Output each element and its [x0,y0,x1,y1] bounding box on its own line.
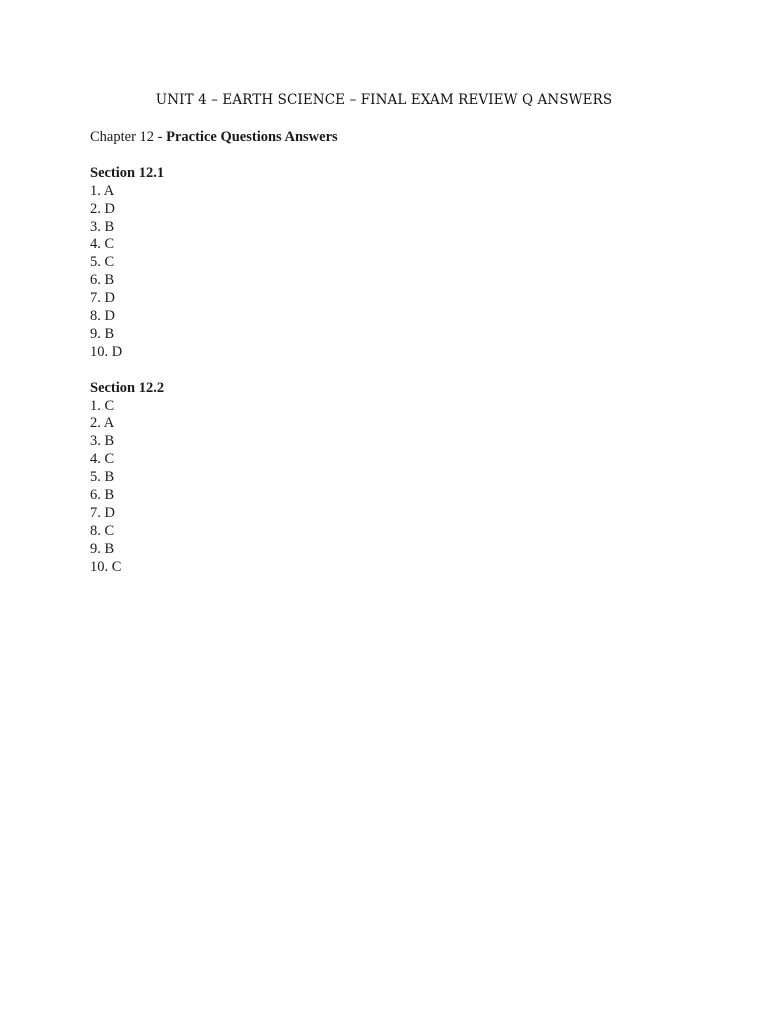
section-12-2 [90,380,338,577]
answer-item: 9. B [90,540,115,557]
answer-list [90,183,338,362]
answer-item: 4. C [90,236,115,253]
answer-item: 6. B [90,487,115,504]
section-12-1 [90,165,338,362]
answer-item: 1. C [90,397,115,414]
answer-item: 8. D [90,308,115,325]
answer-item: 10. D [90,343,123,360]
answer-item: 4. C [90,451,115,468]
page-title: UNIT 4 – EARTH SCIENCE – FINAL EXAM REVIEW Q ANSWERS [155,92,613,108]
answer-item: 7. D [90,290,115,307]
answer-item: 7. D [90,505,115,521]
answer-item: 5. B [90,469,115,486]
section-heading: Section 12.2 [90,379,165,396]
answer-item: 3. B [90,218,115,235]
answer-item: 3. B [90,433,115,450]
chapter-heading [90,129,338,147]
answer-item: 9. B [90,325,115,342]
section-heading: Section 12.1 [90,164,165,181]
answer-item: 2. D [90,200,115,217]
answer-item: 10. C [90,558,122,575]
chapter-label: Chapter 12 - [90,129,167,145]
chapter-subtitle: Practice Questions Answers [166,129,338,145]
answer-item: 1. A [90,182,115,199]
answer-list [90,398,338,577]
answer-item: 8. C [90,522,115,539]
answer-item: 6. B [90,272,115,289]
answer-item: 5. C [90,254,115,271]
document-body [90,129,338,577]
answer-item: 2. A [90,415,115,432]
